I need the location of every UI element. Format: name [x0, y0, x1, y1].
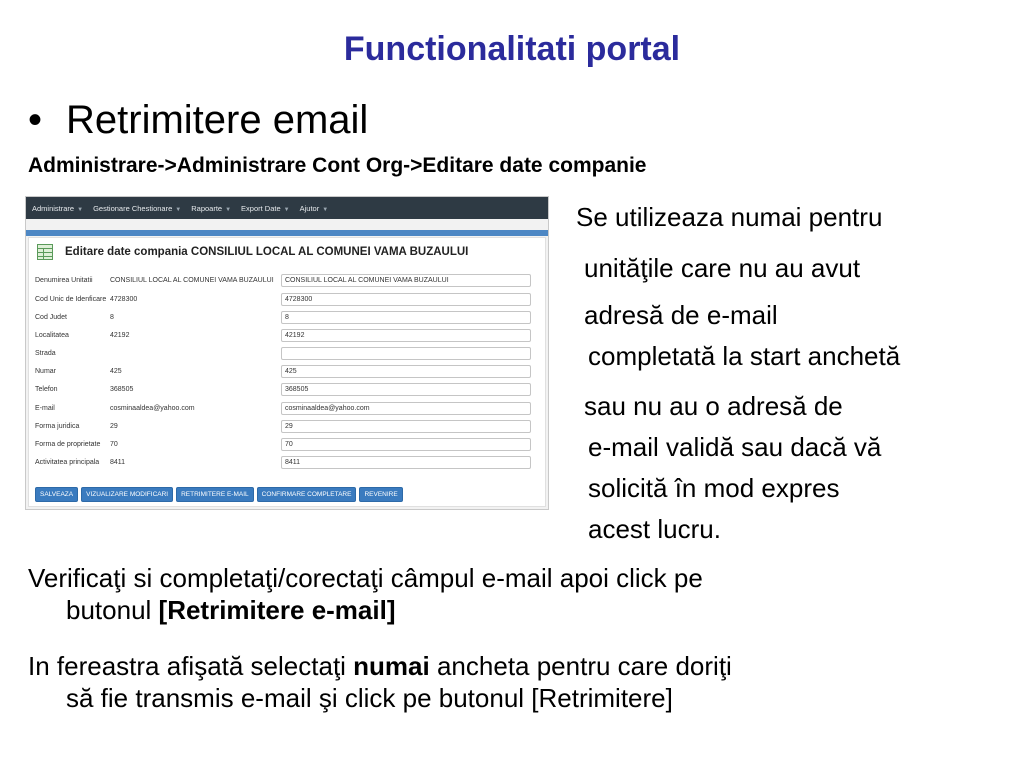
header-strip — [26, 230, 548, 236]
navigation-path: Administrare->Administrare Cont Org->Editare date companie — [28, 154, 647, 177]
resend-email-button[interactable]: RETRIMITERE E-MAIL — [176, 487, 254, 502]
panel-header — [37, 244, 468, 260]
field-label: Forma de proprietate — [35, 441, 101, 448]
field-value: 4728300 — [110, 296, 138, 303]
panel-title: Editare date compania CONSILIUL LOCAL AL COMUNEI VAMA BUZAULUI — [65, 246, 469, 258]
field-label: Telefon — [35, 386, 58, 393]
field-row-activitatea — [35, 456, 535, 471]
menu-item-ajutor[interactable]: Ajutor ▼ — [299, 203, 329, 213]
side-note-line: e-mail validă sau dacă vă — [588, 432, 882, 462]
paragraph-text: In fereastra afişată selectaţi numai ancheta pentru care doriţi — [28, 651, 732, 681]
field-value: 42192 — [110, 332, 130, 339]
field-row-denumire — [35, 274, 535, 289]
caret-down-icon: ▼ — [322, 206, 329, 213]
field-value: 425 — [110, 368, 122, 375]
back-button[interactable]: REVENIRE — [359, 487, 402, 502]
side-note-line: adresă de e-mail — [584, 300, 778, 330]
resend-button-reference: [Retrimitere e-mail] — [158, 595, 396, 625]
menu-bar — [26, 197, 548, 219]
bullet-dot-icon: • — [28, 98, 43, 142]
forma-proprietate-input[interactable]: 70 — [281, 438, 531, 451]
field-value: CONSILIUL LOCAL AL COMUNEI VAMA BUZAULUI — [110, 277, 274, 284]
emphasis-text: numai — [353, 651, 430, 681]
cod-judet-input[interactable]: 8 — [281, 311, 531, 324]
bullet-item — [28, 96, 368, 144]
table-icon — [37, 244, 53, 260]
side-note-line: sau nu au o adresă de — [584, 391, 843, 421]
paragraph-text: Verificaţi si completaţi/corectaţi câmpul e-mail apoi click pe — [28, 563, 703, 593]
bullet-text: Retrimitere email — [66, 98, 369, 142]
menu-item-administrare[interactable]: Administrare ▼ — [32, 203, 84, 213]
field-row-cui — [35, 293, 535, 308]
field-label: Localitatea — [35, 332, 69, 339]
field-value: cosminaaldea@yahoo.com — [110, 405, 195, 412]
field-row-cod-judet — [35, 311, 535, 326]
view-changes-button[interactable]: VIZUALIZARE MODIFICARI — [81, 487, 173, 502]
activitatea-input[interactable]: 8411 — [281, 456, 531, 469]
field-label: Cod Judet — [35, 314, 67, 321]
confirm-completion-button[interactable]: CONFIRMARE COMPLETARE — [257, 487, 357, 502]
field-label: Forma juridica — [35, 423, 80, 430]
numar-input[interactable]: 425 — [281, 365, 531, 378]
slide-title: Functionalitati portal — [343, 30, 681, 68]
field-value: 29 — [110, 423, 118, 430]
caret-down-icon: ▼ — [225, 206, 232, 213]
cui-input[interactable]: 4728300 — [281, 293, 531, 306]
side-note-line: unităţile care nu au avut — [584, 253, 861, 283]
field-label: Denumirea Unitatii — [35, 277, 93, 284]
caret-down-icon: ▼ — [283, 206, 290, 213]
field-label: Activitatea principala — [35, 459, 100, 466]
side-note-line: acest lucru. — [588, 514, 721, 544]
field-row-email — [35, 402, 535, 417]
field-label: Strada — [35, 350, 56, 357]
field-row-localitatea — [35, 329, 535, 344]
embedded-screenshot — [25, 196, 549, 510]
menu-item-rapoarte[interactable]: Rapoarte ▼ — [191, 203, 232, 213]
denumire-input[interactable]: CONSILIUL LOCAL AL COMUNEI VAMA BUZAULUI — [281, 274, 531, 287]
field-label: Numar — [35, 368, 57, 375]
instruction-paragraph-2 — [28, 650, 998, 714]
menu-item-gestionare-chestionare[interactable]: Gestionare Chestionare ▼ — [93, 203, 182, 213]
side-note-line: Se utilizeaza numai pentru — [576, 202, 883, 232]
field-value: 70 — [110, 441, 118, 448]
field-row-telefon — [35, 383, 535, 398]
paragraph-continuation: să fie transmis e-mail şi click pe butonul [Retrimitere] — [66, 683, 673, 713]
field-value: 8 — [110, 314, 114, 321]
field-row-forma-juridica — [35, 420, 535, 435]
strada-input[interactable] — [281, 347, 531, 360]
telefon-input[interactable]: 368505 — [281, 383, 531, 396]
edit-company-panel — [28, 237, 546, 507]
instruction-paragraph-1 — [28, 562, 998, 626]
field-row-numar — [35, 365, 535, 380]
email-input[interactable]: cosminaaldea@yahoo.com — [281, 402, 531, 415]
save-button[interactable]: SALVEAZA — [35, 487, 78, 502]
field-label: E-mail — [35, 405, 55, 412]
menu-item-export-date[interactable]: Export Date ▼ — [241, 203, 290, 213]
paragraph-continuation: butonul [Retrimitere e-mail] — [66, 595, 396, 625]
field-row-forma-proprietate — [35, 438, 535, 453]
form-button-row — [35, 487, 406, 502]
field-label: Cod Unic de Idenficare — [35, 296, 107, 303]
field-value: 8411 — [110, 459, 126, 466]
side-note-line: solicită în mod expres — [588, 473, 840, 503]
field-row-strada — [35, 347, 535, 362]
field-value: 368505 — [110, 386, 134, 393]
localitatea-input[interactable]: 42192 — [281, 329, 531, 342]
forma-juridica-input[interactable]: 29 — [281, 420, 531, 433]
caret-down-icon: ▼ — [175, 206, 182, 213]
side-note-line: completată la start anchetă — [588, 341, 901, 371]
caret-down-icon: ▼ — [77, 206, 84, 213]
